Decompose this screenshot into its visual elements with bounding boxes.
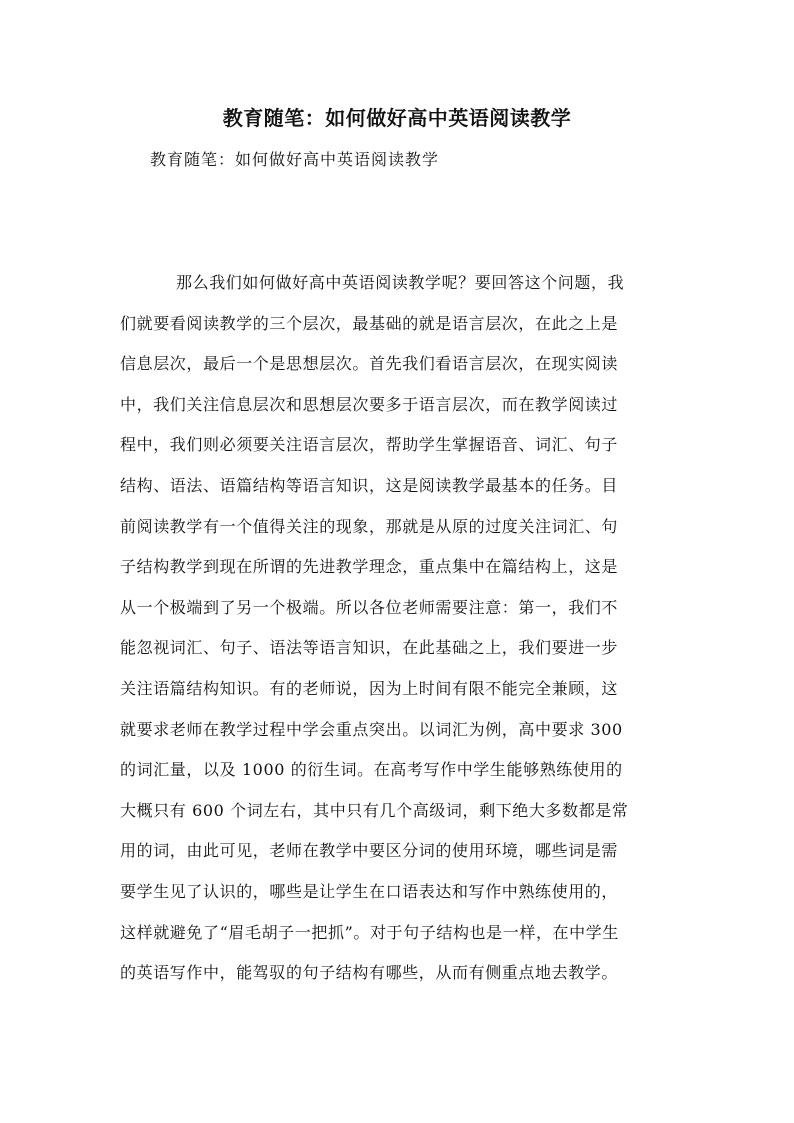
body-line: 用的词，由此可见，老师在教学中要区分词的使用环境，哪些词是需 [120, 841, 619, 861]
body-line: 的英语写作中，能驾驭的句子结构有哪些，从而有侧重点地去教学。 [120, 963, 619, 983]
body-line: 信息层次，最后一个是思想层次。首先我们看语言层次，在现实阅读 [120, 354, 619, 374]
document-subtitle: 教育随笔：如何做好高中英语阅读教学 [150, 150, 440, 169]
body-line: 的词汇量，以及 1000 的衍生词。在高考写作中学生能够熟练使用的 [120, 760, 623, 780]
body-line: 子结构教学到现在所谓的先进教学理念，重点集中在篇结构上，这是 [120, 557, 619, 577]
body-line: 关注语篇结构知识。有的老师说，因为上时间有限不能完全兼顾，这 [120, 678, 619, 698]
body-line: 就要求老师在教学过程中学会重点突出。以词汇为例，高中要求 300 [120, 719, 623, 739]
body-line: 那么我们如何做好高中英语阅读教学呢？要回答这个问题，我 [176, 273, 625, 292]
body-paragraph [120, 272, 680, 1003]
body-line: 大概只有 600 个词左右，其中只有几个高级词，剩下绝大多数都是常 [120, 800, 629, 820]
body-line: 们就要看阅读教学的三个层次，最基础的就是语言层次，在此之上是 [120, 313, 619, 333]
body-line: 中，我们关注信息层次和思想层次要多于语言层次，而在教学阅读过 [120, 394, 619, 414]
body-line: 能忽视词汇、句子、语法等语言知识，在此基础之上，我们要进一步 [120, 638, 619, 658]
body-line: 前阅读教学有一个值得关注的现象，那就是从原的过度关注词汇、句 [120, 516, 619, 536]
document-title: 教育随笔：如何做好高中英语阅读教学 [222, 106, 572, 130]
body-line: 这样就避免了“眉毛胡子一把抓”。对于句子结构也是一样，在中学生 [120, 922, 619, 942]
body-line: 程中，我们则必须要关注语言层次，帮助学生掌握语音、词汇、句子 [120, 435, 619, 455]
body-line: 结构、语法、语篇结构等语言知识，这是阅读教学最基本的任务。目 [120, 475, 619, 495]
body-line: 要学生见了认识的，哪些是让学生在口语表达和写作中熟练使用的， [120, 881, 619, 901]
body-line: 从一个极端到了另一个极端。所以各位老师需要注意：第一，我们不 [120, 597, 619, 617]
